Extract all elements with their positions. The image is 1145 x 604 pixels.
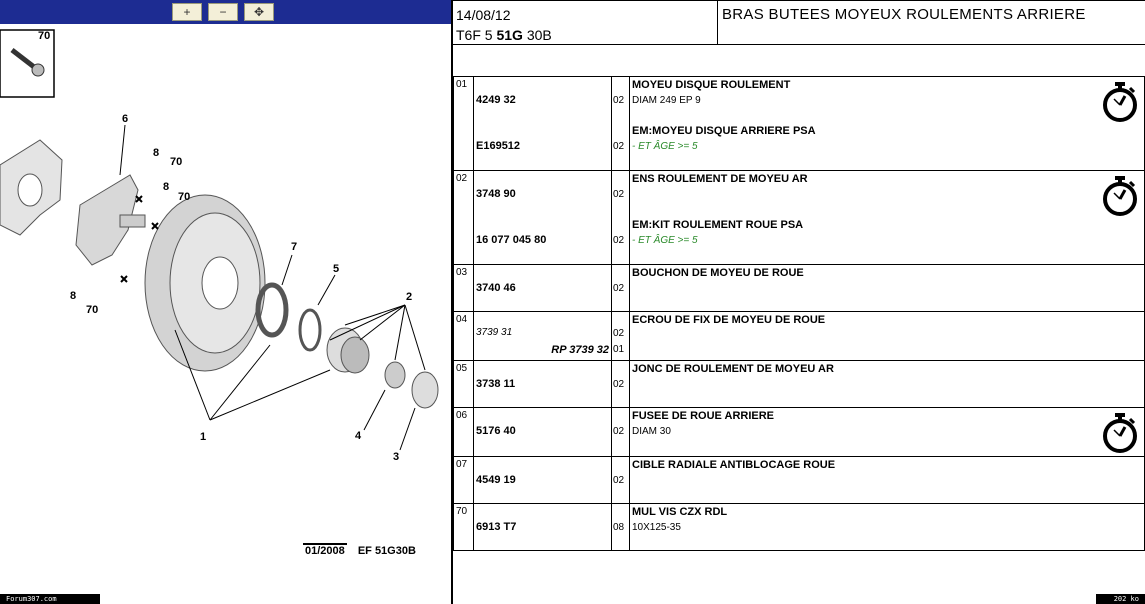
part-quantity: 01: [613, 344, 625, 355]
forum-watermark: Forum307.com: [0, 594, 100, 604]
part-desc: [630, 312, 1145, 361]
part-quantity: 02: [613, 379, 625, 390]
zoom-out-icon: −: [219, 5, 227, 19]
exploded-view-diagram[interactable]: [0, 24, 451, 544]
part-number: 01: [454, 77, 474, 171]
part-title: MOYEU DISQUE ROULEMENT: [632, 79, 791, 91]
stopwatch-icon[interactable]: [1100, 412, 1140, 454]
parts-pane: [451, 0, 1145, 604]
callout-70: 70: [170, 156, 183, 168]
part-qty: [612, 361, 630, 408]
part-subtitle: - ET ÂGE >= 5: [632, 235, 698, 246]
part-qty: [612, 77, 630, 171]
zoom-in-button[interactable]: [172, 3, 202, 21]
diagram-caption: [303, 545, 416, 557]
part-qty: [612, 265, 630, 312]
part-title: EM:KIT ROULEMENT ROUE PSA: [632, 219, 804, 231]
part-desc: [630, 77, 1145, 171]
caption-ref: EF 51G30B: [357, 545, 416, 557]
part-number: 07: [454, 457, 474, 504]
part-ref[interactable]: 3739 31: [476, 327, 513, 338]
callout-6: 6: [122, 113, 129, 125]
part-desc: [630, 171, 1145, 265]
part-number: 03: [454, 265, 474, 312]
part-desc: [630, 504, 1145, 551]
callout-8: 8: [153, 147, 160, 159]
part-quantity: 02: [613, 475, 625, 486]
table-row[interactable]: [454, 171, 1145, 265]
zoom-pan-button[interactable]: [244, 3, 274, 21]
part-number: 70: [454, 504, 474, 551]
part-quantity: 08: [613, 522, 625, 533]
header-code: T6F 5 51G 30B: [456, 27, 552, 43]
part-qty: [612, 457, 630, 504]
header-info: [453, 0, 718, 45]
parts-table: [453, 76, 1145, 551]
part-desc: [630, 361, 1145, 408]
part-refs: [474, 77, 612, 171]
part-ref[interactable]: 4249 32: [476, 94, 516, 106]
part-subtitle: DIAM 30: [632, 426, 671, 437]
part-refs: [474, 408, 612, 457]
part-title: CIBLE RADIALE ANTIBLOCAGE ROUE: [632, 459, 836, 471]
part-quantity: 02: [613, 426, 625, 437]
part-ref[interactable]: 3738 11: [476, 378, 516, 390]
part-subtitle: - ET ÂGE >= 5: [632, 141, 698, 152]
part-title: ENS ROULEMENT DE MOYEU AR: [632, 173, 808, 185]
page-size: 202 ko: [1096, 594, 1145, 604]
callout-70-inset: 70: [38, 30, 51, 42]
part-refs: [474, 312, 612, 361]
callout-4: 4: [355, 430, 362, 442]
part-desc: [630, 408, 1145, 457]
part-title: MUL VIS CZX RDL: [632, 506, 728, 518]
callout-70-c: 70: [86, 304, 99, 316]
callout-70-b: 70: [178, 191, 191, 203]
table-row[interactable]: [454, 504, 1145, 551]
part-refs: [474, 171, 612, 265]
caption-date: 01/2008: [305, 545, 345, 557]
brake-disc-part: [145, 195, 265, 371]
diagram-pane: [0, 0, 451, 604]
part-ref[interactable]: 3748 90: [476, 188, 516, 200]
part-desc: [630, 265, 1145, 312]
part-title: FUSEE DE ROUE ARRIERE: [632, 410, 775, 422]
part-quantity: 02: [613, 328, 625, 339]
zoom-pan-icon: ✥: [253, 5, 265, 19]
part-number: 05: [454, 361, 474, 408]
part-number: 02: [454, 171, 474, 265]
part-quantity: 02: [613, 189, 625, 200]
part-desc: [630, 457, 1145, 504]
part-ref[interactable]: E169512: [476, 140, 521, 152]
zoom-out-button[interactable]: [208, 3, 238, 21]
part-refs: [474, 265, 612, 312]
part-number: 06: [454, 408, 474, 457]
header-spacer: [453, 44, 1145, 77]
callout-8-b: 8: [163, 181, 170, 193]
part-title: EM:MOYEU DISQUE ARRIERE PSA: [632, 125, 816, 137]
knuckle-part: [0, 140, 62, 235]
zoom-toolbar: [0, 0, 451, 24]
stopwatch-icon[interactable]: [1100, 175, 1140, 217]
part-title: JONC DE ROULEMENT DE MOYEU AR: [632, 363, 834, 375]
callout-1: 1: [200, 431, 207, 443]
header-date: 14/08/12: [456, 7, 511, 23]
part-ref[interactable]: 3740 46: [476, 282, 516, 294]
callout-2: 2: [406, 291, 413, 303]
part-number: 04: [454, 312, 474, 361]
part-ref[interactable]: 6913 T7: [476, 521, 517, 533]
spindle-part: [76, 175, 145, 265]
part-subtitle: 10X125-35: [632, 522, 681, 533]
part-ref[interactable]: 5176 40: [476, 425, 516, 437]
callout-3: 3: [393, 451, 400, 463]
part-refs: [474, 457, 612, 504]
part-ref[interactable]: RP 3739 32: [551, 344, 609, 356]
part-quantity: 02: [613, 235, 625, 246]
table-row[interactable]: [454, 77, 1145, 171]
part-qty: [612, 504, 630, 551]
bearing-part: [327, 328, 369, 373]
part-quantity: 02: [613, 95, 625, 106]
stopwatch-icon[interactable]: [1100, 81, 1140, 123]
callout-7: 7: [291, 241, 298, 253]
page-title: BRAS BUTEES MOYEUX ROULEMENTS ARRIERE: [717, 0, 1145, 45]
table-row[interactable]: [454, 361, 1145, 408]
part-refs: [474, 361, 612, 408]
part-quantity: 02: [613, 283, 625, 294]
part-refs: [474, 504, 612, 551]
callout-5: 5: [333, 263, 340, 275]
table-row[interactable]: [454, 265, 1145, 312]
part-title: BOUCHON DE MOYEU DE ROUE: [632, 267, 804, 279]
part-ref[interactable]: 16 077 045 80: [476, 234, 547, 246]
table-row[interactable]: [454, 312, 1145, 361]
table-row[interactable]: [454, 457, 1145, 504]
part-ref[interactable]: 4549 19: [476, 474, 516, 486]
part-qty: [612, 312, 630, 361]
part-quantity: 02: [613, 141, 625, 152]
part-qty: [612, 171, 630, 265]
part-title: ECROU DE FIX DE MOYEU DE ROUE: [632, 314, 826, 326]
part-subtitle: DIAM 249 EP 9: [632, 95, 701, 106]
zoom-in-icon: +: [183, 5, 191, 19]
part-qty: [612, 408, 630, 457]
callout-8-c: 8: [70, 290, 77, 302]
table-row[interactable]: [454, 408, 1145, 457]
